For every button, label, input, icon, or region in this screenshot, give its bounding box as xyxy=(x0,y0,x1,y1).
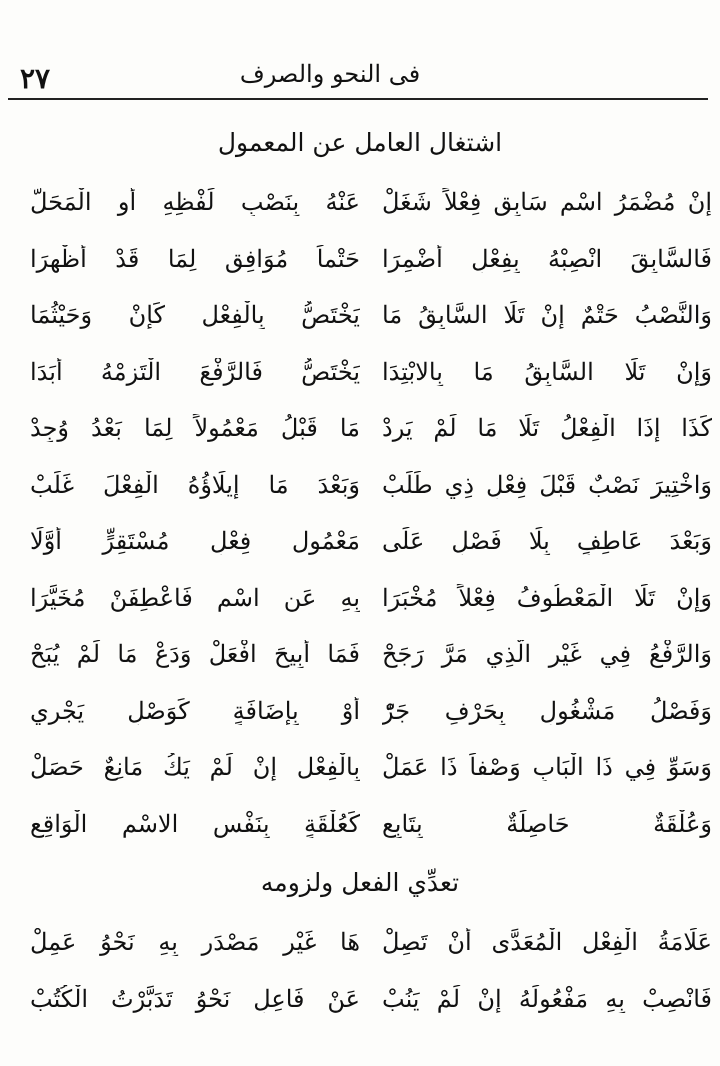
section-title: تعدِّي الفعل ولزومه xyxy=(260,868,460,897)
first-hemistich: فَانْصِبْ بِهِ مَفْعُولَهُ إِنْ لَمْ يَنُبْ xyxy=(382,984,712,1013)
first-hemistich: وَفَصْلُ مَشْغُولٍ بِحَرْفِ جَرّْ xyxy=(382,696,712,725)
second-hemistich: مَعْمُولِ فِعْلٍ مُسْتَقِرٍّ أَوَّلَا xyxy=(30,527,360,555)
first-hemistich: إنْ مُضْمَرُ اسْمٍ سَابِقٍ فِعْلاً شَغَلْ xyxy=(382,188,712,216)
second-hemistich: بِالْفِعْلِ إِنْ لَمْ يَكُ مَانِعٌ حَصَلْ xyxy=(30,753,360,781)
verse-line xyxy=(0,245,720,289)
first-hemistich: وَإِنْ تَلَا الْمَعْطُوفُ فِعْلاً مُخْبَرَا xyxy=(382,583,712,612)
second-hemistich: فَمَا أُبِيحَ افْعَلْ وَدَعْ مَا لَمْ يُبَحْ xyxy=(30,640,360,668)
first-hemistich: وَبَعْدَ عَاطِفٍ بِلَا فَصْلٍ عَلَى xyxy=(382,527,712,555)
verse-line xyxy=(0,358,720,402)
second-hemistich: يَخْتَصُّ بِالْفِعْلِ كَإِنْ وَحَيْثُمَا xyxy=(30,301,360,329)
first-hemistich: وَإِنْ تَلَا السَّابِقُ مَا بِالابْتِدَا xyxy=(382,357,712,386)
page-number: ٢٧ xyxy=(20,62,51,95)
first-hemistich: وَالرَّفْعُ فِي غَيْرِ الَّذِي مَرَّ رَجَحْ xyxy=(382,640,712,668)
first-hemistich: فَالسَّابِقَ انْصِبْهُ بِفِعْلٍ أُضْمِرَا xyxy=(382,244,712,273)
second-hemistich: عَنْ فَاعِلٍ نَحْوُ تَدَبَّرْتُ الْكُتُبْ xyxy=(30,984,360,1013)
verse-line xyxy=(0,527,720,571)
first-hemistich: وَعُلْقَةٌ حَاصِلَةٌ بِتَابِعِ xyxy=(382,809,712,838)
verse-line xyxy=(0,753,720,797)
verse-line xyxy=(0,928,720,972)
second-hemistich: كَعُلْقَةٍ بِنَفْسِ الاسْمِ الْوَاقِعِ xyxy=(30,809,360,838)
verse-line xyxy=(0,301,720,345)
second-hemistich: مَا قَبْلُ مَعْمُولاً لِمَا بَعْدُ وُجِدْ xyxy=(30,414,360,442)
page-header xyxy=(0,50,720,100)
verse-line xyxy=(0,697,720,741)
first-hemistich: وَالنَّصْبُ حَتْمٌ إِنْ تَلَا السَّابِقُ مَا xyxy=(382,301,712,329)
verse-line xyxy=(0,188,720,232)
second-hemistich: يَخْتَصُّ فَالرَّفْعَ الْتَزِمْهُ أَبَدَا xyxy=(30,357,360,386)
section-title: اشتغال العامل عن المعمول xyxy=(217,128,503,157)
verse-line xyxy=(0,471,720,515)
verse-line xyxy=(0,985,720,1029)
second-hemistich: بِهِ عَنِ اسْمٍ فَاعْطِفَنْ مُخَيَّرَا xyxy=(30,583,360,612)
verse-line xyxy=(0,584,720,628)
first-hemistich: وَسَوِّ فِي ذَا الْبَابِ وَصْفاً ذَا عَمَلْ xyxy=(382,753,712,781)
second-hemistich: هَا غَيْرِ مَصْدَرٍ بِهِ نَحْوُ عَمِلْ xyxy=(30,928,360,956)
verse-line xyxy=(0,640,720,684)
first-hemistich: وَاخْتِيرَ نَصْبٌ قَبْلَ فِعْلٍ ذِي طَلَبْ xyxy=(382,470,712,499)
header-rule xyxy=(8,98,708,100)
first-hemistich: عَلَامَةُ الْفِعْلِ الْمُعَدَّى أَنْ تَصِلْ xyxy=(382,928,712,956)
verse-line xyxy=(0,810,720,854)
second-hemistich: عَنْهُ بِنَصْبِ لَفْظِهِ أَوِ الْمَحَلّ xyxy=(30,188,360,216)
verse-line xyxy=(0,414,720,458)
running-title: فى النحو والصرف xyxy=(239,60,421,88)
second-hemistich: وَبَعْدَ مَا إِيلَاؤُهُ الْفِعْلَ غَلَبْ xyxy=(30,470,360,499)
second-hemistich: أَوْ بِإِضَافَةٍ كَوَصْلٍ يَجْرِي xyxy=(30,696,360,725)
first-hemistich: كَذَا إِذَا الْفِعْلُ تَلَا مَا لَمْ يَرِدْ xyxy=(382,414,712,442)
second-hemistich: حَتْماً مُوَافِقٍ لِمَا قَدْ أُظْهِرَا xyxy=(30,244,360,273)
